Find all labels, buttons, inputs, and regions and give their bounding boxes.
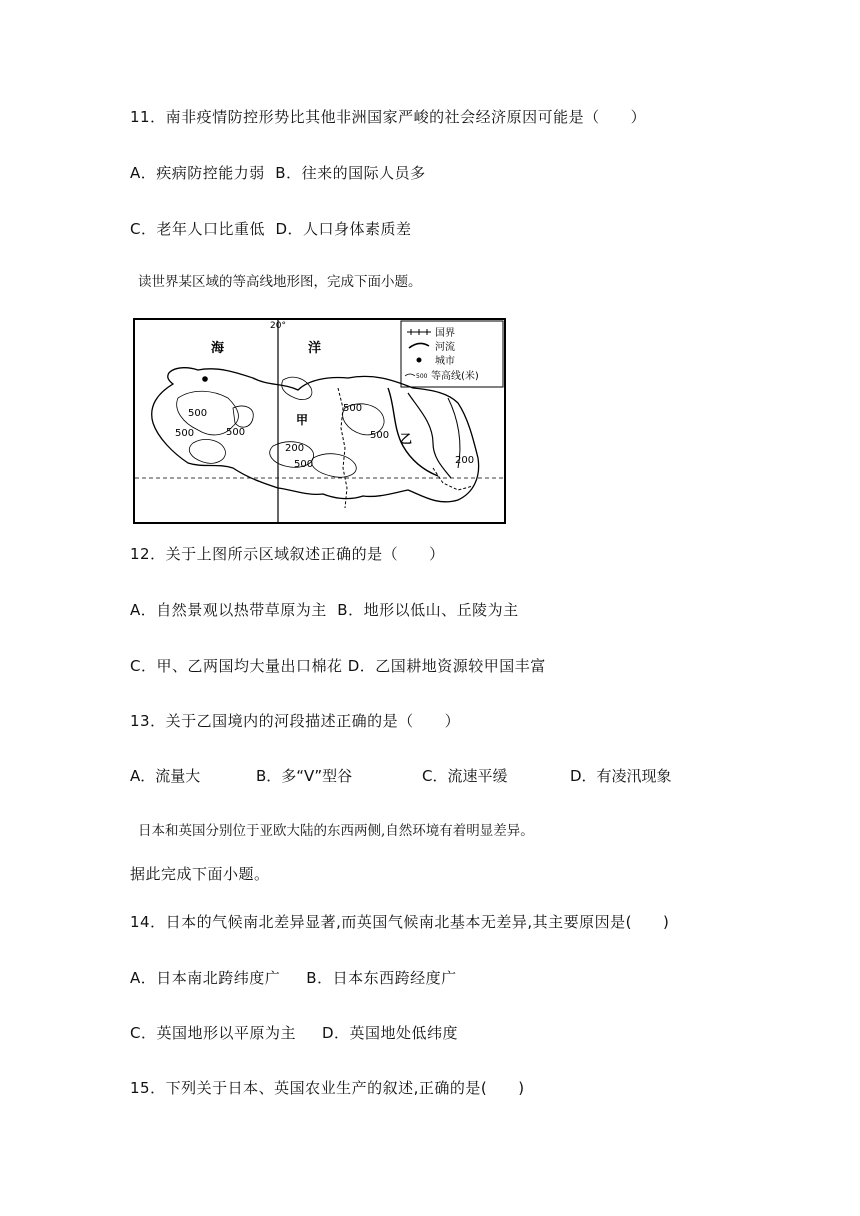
contour-map xyxy=(133,318,506,524)
q12-options-ab: A．自然景观以热带草原为主 B．地形以低山、丘陵为主 xyxy=(130,601,519,619)
country-jia-label: 甲 xyxy=(296,413,309,427)
q11-stem: 11．南非疫情防控形势比其他非洲国家严峻的社会经济原因可能是（ ） xyxy=(130,108,647,126)
q12-options-cd: C．甲、乙两国均大量出口棉花 D．乙国耕地资源较甲国丰富 xyxy=(130,657,546,675)
section-intro-followup: 据此完成下面小题。 xyxy=(130,865,270,883)
section-intro-text: 日本和英国分别位于亚欧大陆的东西两侧,自然环境有着明显差异。 xyxy=(138,823,534,839)
q13-stem: 13．关于乙国境内的河段描述正确的是（ ） xyxy=(130,712,461,730)
sea-label-right: 洋 xyxy=(308,341,322,356)
contour-label: 500 xyxy=(370,430,390,441)
q14-options-cd: C．英国地形以平原为主 D．英国地处低纬度 xyxy=(130,1024,459,1042)
q12-stem: 12．关于上图所示区域叙述正确的是（ ） xyxy=(130,545,445,563)
contour-label: 500 xyxy=(175,428,195,439)
contour-label: 200 xyxy=(285,443,305,454)
contour-label: 500 xyxy=(188,408,208,419)
country-yi-label: 乙 xyxy=(400,432,413,446)
city-symbol xyxy=(417,358,422,363)
legend-border: 国界 xyxy=(435,328,455,339)
q13-option-d: D．有凌汛现象 xyxy=(570,767,672,785)
q14-stem: 14．日本的气候南北差异显著,而英国气候南北基本无差异,其主要原因是( ) xyxy=(130,913,670,931)
map-intro-text: 读世界某区域的等高线地形图，完成下面小题。 xyxy=(138,274,422,290)
contour-label: 200 xyxy=(455,455,475,466)
legend-contour: 等高线(米) xyxy=(431,371,479,382)
q11-options-ab: A．疾病防控能力弱 B．往来的国际人员多 xyxy=(130,164,426,182)
sea-label-left: 海 xyxy=(211,341,225,356)
q15-stem: 15．下列关于日本、英国农业生产的叙述,正确的是( ) xyxy=(130,1079,525,1097)
q13-option-a: A．流量大 xyxy=(130,767,201,785)
contour-label: 500 xyxy=(294,459,314,470)
q13-option-c: C．流速平缓 xyxy=(422,767,508,785)
legend-city: 城市 xyxy=(435,356,455,367)
city-point xyxy=(202,376,208,382)
latitude-label: 20° xyxy=(270,321,286,331)
q11-options-cd: C．老年人口比重低 D．人口身体素质差 xyxy=(130,220,412,238)
legend-river: 河流 xyxy=(435,342,455,353)
contour-label: 500 xyxy=(226,427,246,438)
q14-options-ab: A．日本南北跨纬度广 B．日本东西跨经度广 xyxy=(130,969,457,987)
q13-option-b: B．多“V”型谷 xyxy=(256,767,353,785)
legend-contour-sample: 500 xyxy=(416,373,428,380)
contour-label: 500 xyxy=(343,403,363,414)
